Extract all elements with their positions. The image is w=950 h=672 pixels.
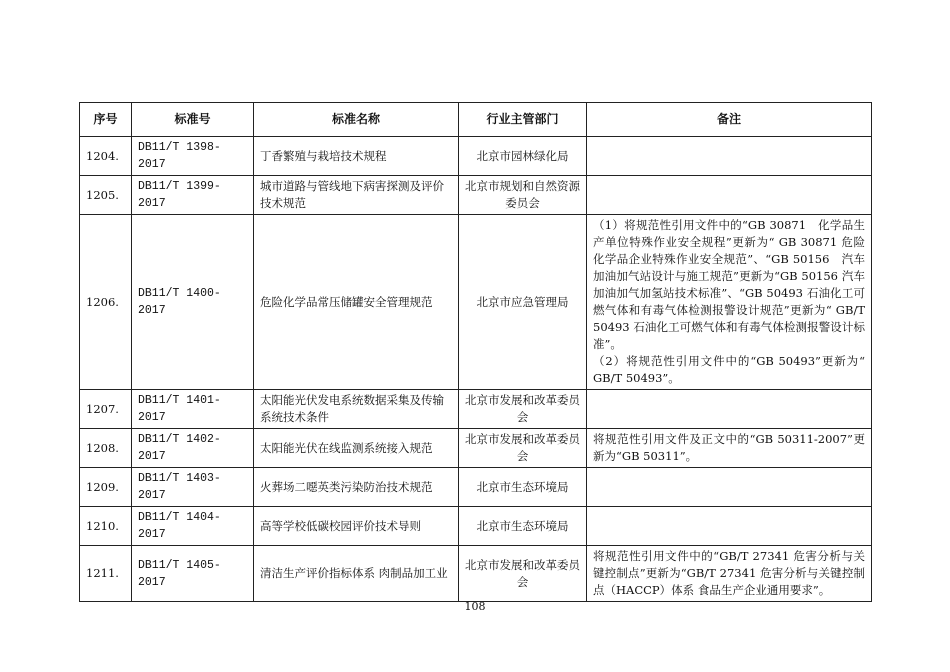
cell-serial-no: 1206. xyxy=(80,215,132,390)
cell-department: 北京市生态环境局 xyxy=(459,507,587,546)
cell-department: 北京市发展和改革委员会 xyxy=(459,546,587,602)
cell-remark xyxy=(587,176,872,215)
cell-serial-no: 1207. xyxy=(80,390,132,429)
header-no: 序号 xyxy=(80,103,132,137)
header-code: 标准号 xyxy=(132,103,254,137)
cell-serial-no: 1211. xyxy=(80,546,132,602)
table-header xyxy=(80,103,872,137)
cell-standard-name: 危险化学品常压储罐安全管理规范 xyxy=(254,215,459,390)
cell-serial-no: 1209. xyxy=(80,468,132,507)
cell-department: 北京市规划和自然资源委员会 xyxy=(459,176,587,215)
cell-standard-code: DB11/T 1399-2017 xyxy=(132,176,254,215)
table-row xyxy=(80,429,872,468)
header-note: 备注 xyxy=(587,103,872,137)
cell-standard-name: 城市道路与管线地下病害探测及评价技术规范 xyxy=(254,176,459,215)
cell-standard-code: DB11/T 1401-2017 xyxy=(132,390,254,429)
cell-remark xyxy=(587,137,872,176)
cell-standard-name: 丁香繁殖与栽培技术规程 xyxy=(254,137,459,176)
remark-paragraph: （1）将规范性引用文件中的“GB 30871 化学品生产单位特殊作业安全规程”更新为“ GB 30871 危险化学品企业特殊作业安全规范”、“GB 50156 汽车加油加气站设计与施工规范”更新为“GB 50156 汽车加油加气加氢站技术标准”、“GB 50493 石油化工可燃气体和有毒气体检测报警设计规范”更新为“ GB/T 50493 石油化工可燃气体和有毒气体检测报警设计标准”。 xyxy=(593,218,865,351)
cell-standard-name: 太阳能光伏发电系统数据采集及传输系统技术条件 xyxy=(254,390,459,429)
cell-serial-no: 1205. xyxy=(80,176,132,215)
header-row xyxy=(80,103,872,137)
cell-remark xyxy=(587,390,872,429)
table-row xyxy=(80,507,872,546)
cell-remark xyxy=(587,468,872,507)
cell-standard-code: DB11/T 1404-2017 xyxy=(132,507,254,546)
remark-paragraph: 将规范性引用文件及正文中的“GB 50311-2007”更新为“GB 50311”。 xyxy=(593,432,865,463)
cell-department: 北京市生态环境局 xyxy=(459,468,587,507)
remark-paragraph: 将规范性引用文件中的“GB/T 27341 危害分析与关键控制点”更新为“GB/T 27341 危害分析与关键控制点（HACCP）体系 食品生产企业通用要求”。 xyxy=(593,549,865,597)
cell-standard-name: 清洁生产评价指标体系 肉制品加工业 xyxy=(254,546,459,602)
cell-serial-no: 1204. xyxy=(80,137,132,176)
cell-standard-code: DB11/T 1400-2017 xyxy=(132,215,254,390)
table-row xyxy=(80,468,872,507)
cell-remark xyxy=(587,507,872,546)
cell-department: 北京市园林绿化局 xyxy=(459,137,587,176)
cell-serial-no: 1208. xyxy=(80,429,132,468)
cell-standard-name: 高等学校低碳校园评价技术导则 xyxy=(254,507,459,546)
page-number: 108 xyxy=(464,600,486,613)
cell-remark xyxy=(587,429,872,468)
table-row xyxy=(80,176,872,215)
cell-department: 北京市发展和改革委员会 xyxy=(459,429,587,468)
cell-department: 北京市发展和改革委员会 xyxy=(459,390,587,429)
cell-standard-code: DB11/T 1403-2017 xyxy=(132,468,254,507)
table-body xyxy=(80,137,872,602)
header-name: 标准名称 xyxy=(254,103,459,137)
cell-standard-name: 太阳能光伏在线监测系统接入规范 xyxy=(254,429,459,468)
cell-remark xyxy=(587,215,872,390)
table-row xyxy=(80,137,872,176)
table-row xyxy=(80,390,872,429)
cell-standard-name: 火葬场二噁英类污染防治技术规范 xyxy=(254,468,459,507)
cell-standard-code: DB11/T 1402-2017 xyxy=(132,429,254,468)
standards-table xyxy=(79,102,872,602)
header-dept: 行业主管部门 xyxy=(459,103,587,137)
cell-department: 北京市应急管理局 xyxy=(459,215,587,390)
table-row xyxy=(80,215,872,390)
cell-standard-code: DB11/T 1405-2017 xyxy=(132,546,254,602)
cell-standard-code: DB11/T 1398-2017 xyxy=(132,137,254,176)
remark-paragraph: （2）将规范性引用文件中的“GB 50493”更新为“ GB/T 50493”。 xyxy=(593,354,865,385)
cell-serial-no: 1210. xyxy=(80,507,132,546)
table-row xyxy=(80,546,872,602)
cell-remark xyxy=(587,546,872,602)
